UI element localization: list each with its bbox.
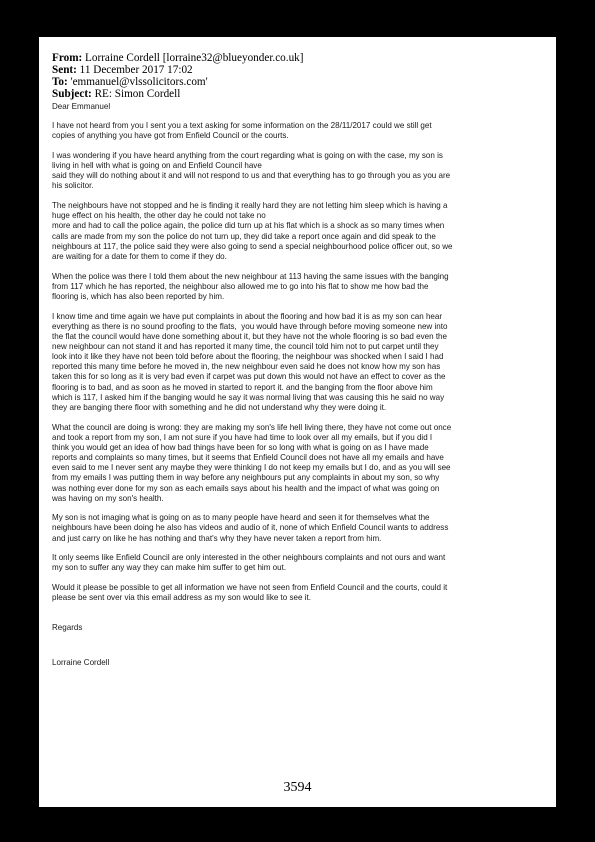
page-number: 3594 (283, 780, 312, 795)
email-header (52, 52, 547, 100)
subject-row (52, 88, 547, 100)
from-row (52, 52, 547, 64)
body-line: are waiting for a date for them to come if they do. (52, 251, 227, 261)
body-line: was nothing ever done for my son as each emails says about his health and the impact of what was going on (52, 483, 440, 493)
body-paragraph (52, 513, 547, 543)
body-line: My son is not imaging what is going on as to many people have heard and seen it for themselves what the (52, 513, 430, 523)
body-line: calls are made from my son the police do not turn up, they did take a report once again and did speak to the (52, 231, 436, 241)
body-line: What the council are doing is wrong: they are making my son's life hell living there, they have not come out once (52, 422, 452, 432)
body-line: I know time and time again we have put complaints in about the flooring and how bad it is as my son can hear (52, 311, 443, 321)
body-line: which is 117, I asked him if the banging would he say it was normal living that was causing this he said no way (52, 392, 445, 402)
body-line: I have not heard from you I sent you a text asking for some information on the 28/11/2017 could we still get (52, 121, 432, 131)
email-body (52, 102, 547, 668)
greeting: Dear Emmanuel (52, 102, 111, 111)
body-paragraph (52, 151, 547, 192)
body-line: look into it like they have not been told before about the flooring, the neighbour was shocked when I said I had (52, 352, 444, 362)
body-line: and took a report from my son, I am not sure if you have had time to look over all my emails, but if you did I (52, 432, 433, 442)
body-line: they are banging there floor with something and he did not understand why they were doing it. (52, 402, 387, 412)
body-line: everything as there is no sound proofing to the flats, you would have through before moving someone new into (52, 321, 448, 331)
body-line: living in hell with what is going on and Enfield Council have (52, 161, 262, 171)
body-paragraph (52, 423, 547, 504)
body-line: was having on my son's health. (52, 493, 164, 503)
body-paragraph (52, 553, 547, 573)
body-line: flooring is to bad, and as soon as he moved in started to report it. and the banging from the floor above him (52, 382, 433, 392)
body-line: reports and complaints so many times, but it seems that Enfield Council does not have all my emails and have (52, 453, 444, 463)
body-line: The neighbours have not stopped and he is finding it really hard they are not letting him sleep which is having a (52, 201, 448, 211)
sent-label: Sent: (52, 64, 77, 76)
body-paragraph (52, 312, 547, 414)
to-label: To: (52, 76, 68, 88)
body-paragraph (52, 272, 547, 302)
body-line: new neighbour can not stand it and has reported it many time, the council told him not to put carpet until they (52, 341, 439, 351)
sent-row (52, 64, 547, 76)
body-line: reported this many time before he moved in, the new neighbour even said he does not know how my son has (52, 362, 441, 372)
from-value: Lorraine Cordell [lorraine32@blueyonder.co.uk] (85, 52, 304, 64)
from-label: From: (52, 52, 83, 64)
body-line: neighbours have been doing he also has videos and audio of it, none of which Enfield Council wants to address (52, 523, 449, 533)
body-paragraph (52, 201, 547, 262)
body-line: please be sent over via this email address as my son would like to see it. (52, 593, 311, 603)
body-line: said they will do nothing about it and will not respond to us and that everything has to go through you as you are (52, 171, 451, 181)
body-line: When the police was there I told them about the new neighbour at 113 having the same issues with the banging (52, 271, 449, 281)
body-line: taken this for so long as it is very bad even if carpet was put down this would not have an effect to cover as the (52, 372, 446, 382)
body-line: the flat the council would have done something about it, but they have not the whole flooring is so bad even the (52, 331, 448, 341)
to-value: 'emmanuel@vlssolicitors.com' (70, 76, 208, 88)
body-line: neighbours at 117, the police said they were also going to send a special neighbourhood police officer out, so we (52, 241, 453, 251)
body-line: think you would get an idea of how bad things have been for so long with what is going on as I have made (52, 442, 429, 452)
body-line: his solicitor. (52, 181, 94, 191)
document-page (39, 37, 556, 807)
body-line: from my emails I was putting them in way before any neighbours put any complaints in about my son, so why (52, 473, 440, 483)
body-line: my son to suffer any way they can make him suffer to get him out. (52, 563, 287, 573)
body-paragraph (52, 121, 547, 141)
body-line: huge effect on his health, the other day he could not take no (52, 211, 266, 221)
body-line: even said to me I never sent any maybe they were thinking I do not keep my emails but I do, and as you will see (52, 463, 451, 473)
body-paragraph (52, 583, 547, 603)
body-line: copies of anything you have got from Enfield Council or the courts. (52, 131, 289, 141)
body-line: flooring is, which has also been reported by him. (52, 291, 225, 301)
body-line: and just carry on like he has nothing and that's why they have never taken a report from him. (52, 533, 382, 543)
subject-label: Subject: (52, 88, 92, 100)
paragraphs (52, 121, 547, 603)
body-line: more and had to call the police again, the police did turn up at his flat which is a shock as so many times when (52, 221, 445, 231)
body-line: Would it please be possible to get all information we have not seen from Enfield Council and the courts, could it (52, 583, 448, 593)
closing: Regards (52, 622, 83, 632)
subject-value: RE: Simon Cordell (94, 88, 181, 100)
signature: Lorraine Cordell (52, 658, 110, 668)
body-line: from 117 which he has reported, the neighbour also allowed me to go into his flat to show me how bad the (52, 281, 429, 291)
sent-value: 11 December 2017 17:02 (79, 64, 193, 76)
body-line: It only seems like Enfield Council are only interested in the other neighbours complaints and not ours and want (52, 553, 446, 563)
to-row (52, 76, 547, 88)
body-line: I was wondering if you have heard anything from the court regarding what is going on with the case, my son is (52, 150, 443, 160)
